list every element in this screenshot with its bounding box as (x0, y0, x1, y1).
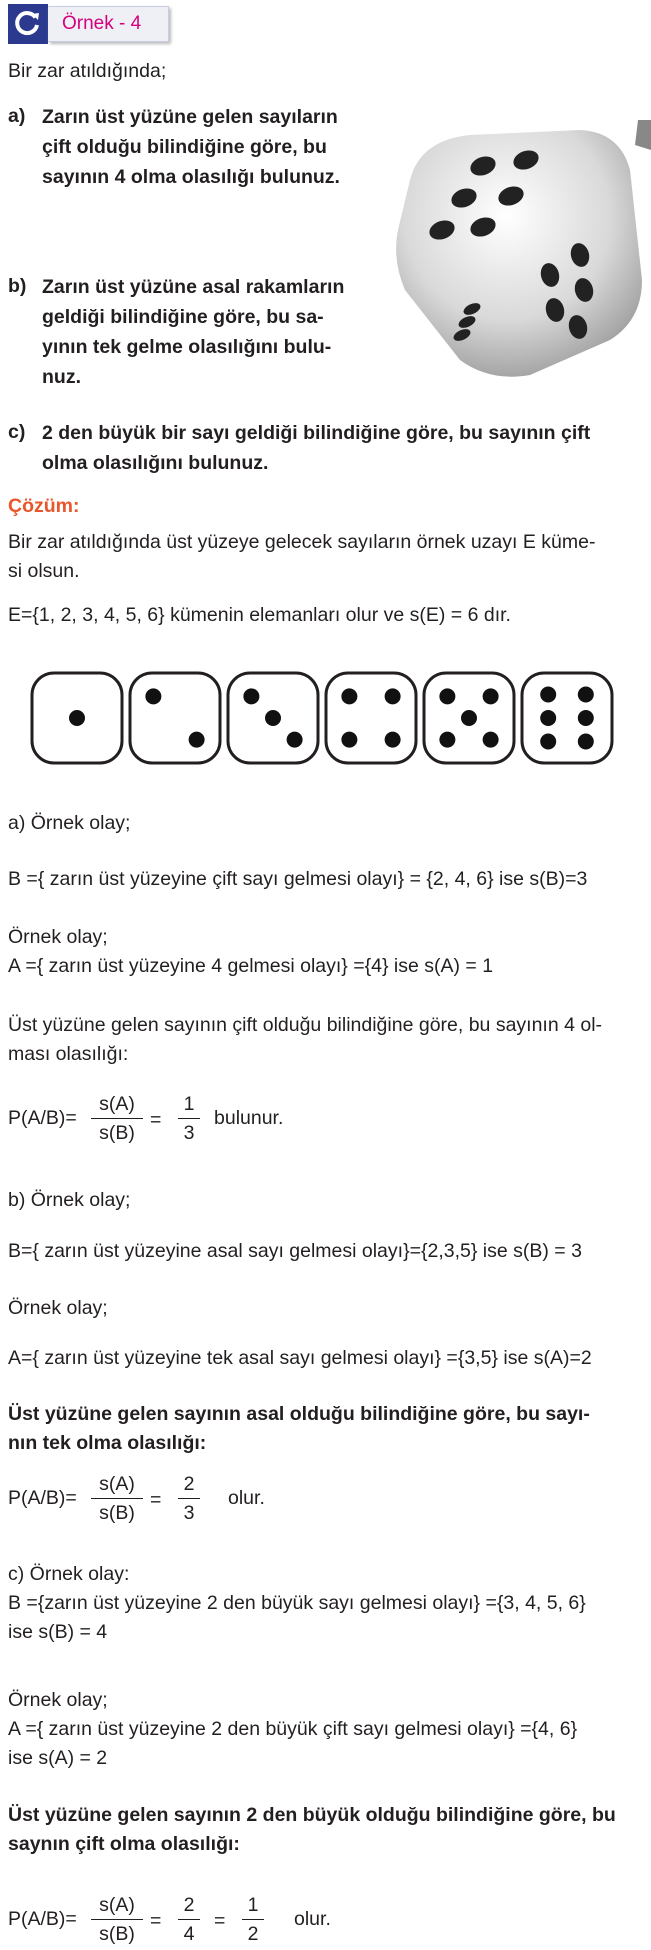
die-pip (578, 710, 594, 726)
part-c-fraction (91, 1893, 143, 1946)
part-b-event-heading: Örnek olay; (8, 1297, 108, 1319)
example-header (8, 4, 170, 44)
part-b-tail: olur. (228, 1487, 265, 1509)
example-label-box (48, 6, 169, 42)
die-pip (540, 734, 556, 750)
question-a (42, 102, 340, 192)
question-b (42, 272, 344, 392)
question-a-line: sayının 4 olma olasılığı bulunuz. (42, 166, 340, 188)
fraction-numerator: s(A) (91, 1893, 143, 1920)
part-a-event-b: B ={ zarın üst yüzeyine çift sayı gelmesi olayı} = {2, 4, 6} ise s(B)=3 (8, 868, 588, 890)
part-a-heading: a) Örnek olay; (8, 812, 131, 834)
die-pip (540, 687, 556, 703)
part-c-result-fraction (178, 1893, 200, 1946)
part-a-event-heading: Örnek olay; (8, 926, 108, 948)
part-c-event-b: B ={zarın üst yüzeyine 2 den büyük sayı gelmesi olayı} ={3, 4, 5, 6} (8, 1592, 586, 1614)
question-c-label: c) (8, 421, 26, 443)
die-pip (69, 710, 85, 726)
fraction-numerator: 2 (178, 1472, 200, 1499)
intro-text: Bir zar atıldığında; (8, 60, 167, 82)
die-face-three (226, 671, 320, 765)
part-c-tail: olur. (294, 1908, 331, 1930)
die-pip (461, 710, 477, 726)
part-b-fraction (91, 1472, 143, 1525)
equals-sign: = (150, 1910, 162, 1932)
question-a-line: Zarın üst yüzüne gelen sayıların (42, 106, 338, 128)
question-b-line: yının tek gelme olasılığını bulu- (42, 336, 332, 358)
part-c-event-b: ise s(B) = 4 (8, 1621, 108, 1643)
die-outline (326, 673, 416, 763)
tool-icon (635, 120, 651, 150)
question-a-label: a) (8, 105, 26, 127)
part-a-text: ması olasılığı: (8, 1043, 129, 1065)
part-a-text: Üst yüzüne gelen sayının çift olduğu bilindiğine göre, bu sayının 4 ol- (8, 1014, 603, 1036)
die-pip (189, 732, 205, 748)
question-a-line: çift olduğu bilindiğine göre, bu (42, 136, 327, 158)
equals-sign: = (214, 1910, 226, 1932)
die-pip (243, 688, 259, 704)
part-a-fraction (91, 1092, 143, 1145)
part-b-heading: b) Örnek olay; (8, 1189, 131, 1211)
die-pip (287, 732, 303, 748)
fraction-numerator: 1 (242, 1893, 264, 1920)
solution-line: Bir zar atıldığında üst yüzeye gelecek sayıların örnek uzayı E küme- (8, 531, 596, 553)
part-c-text: Üst yüzüne gelen sayının 2 den büyük olduğu bilindiğine göre, bu (8, 1804, 616, 1826)
part-b-text: nın tek olma olasılığı: (8, 1432, 207, 1454)
die-outline (130, 673, 220, 763)
part-c-text: saynın çift olma olasılığı: (8, 1833, 240, 1855)
fraction-numerator: s(A) (91, 1092, 143, 1119)
part-b-event-b: B={ zarın üst yüzeyine asal sayı gelmesi olayı}={2,3,5} ise s(B) = 3 (8, 1240, 582, 1262)
fraction-numerator: 2 (178, 1893, 200, 1920)
fraction-denominator: 2 (247, 1923, 259, 1945)
question-b-line: geldiği bilindiğine göre, bu sa- (42, 306, 324, 328)
part-c-heading: c) Örnek olay: (8, 1563, 130, 1585)
part-b-formula-lhs: P(A/B)= (8, 1487, 77, 1509)
part-c-event-a: A ={ zarın üst yüzeyine 2 den büyük çift sayı gelmesi olayı} ={4, 6} (8, 1718, 578, 1740)
die-pip (540, 710, 556, 726)
part-c-formula-lhs: P(A/B)= (8, 1908, 77, 1930)
fraction-denominator: 3 (183, 1502, 195, 1524)
fraction-numerator: s(A) (91, 1472, 143, 1499)
solution-title: Çözüm: (8, 495, 80, 517)
die-pip (145, 688, 161, 704)
question-c-line: olma olasılığını bulunuz. (42, 452, 269, 474)
die-face-four (324, 671, 418, 765)
die-pip (483, 688, 499, 704)
fraction-denominator: s(B) (99, 1923, 135, 1945)
part-b-text: Üst yüzüne gelen sayının asal olduğu bilindiğine göre, bu sayı- (8, 1403, 590, 1425)
fraction-numerator: 1 (178, 1092, 200, 1119)
fraction-denominator: s(B) (99, 1122, 135, 1144)
part-a-tail: bulunur. (214, 1107, 284, 1129)
die-pip (265, 710, 281, 726)
part-a-result-fraction (178, 1092, 200, 1145)
part-c-event-a: ise s(A) = 2 (8, 1747, 108, 1769)
question-c-line: 2 den büyük bir sayı geldiği bilindiğine göre, bu sayının çift (42, 422, 591, 444)
fraction-denominator: s(B) (99, 1502, 135, 1524)
example-icon-box (8, 4, 48, 44)
die-pip (578, 734, 594, 750)
die-illustration (380, 120, 651, 380)
part-b-result-fraction (178, 1472, 200, 1525)
die-pip (483, 732, 499, 748)
die-pip (385, 688, 401, 704)
question-b-line: nuz. (42, 366, 81, 388)
die-pip (341, 732, 357, 748)
part-c-simplified-fraction (242, 1893, 264, 1946)
part-c-event-heading: Örnek olay; (8, 1689, 108, 1711)
fraction-denominator: 3 (183, 1122, 195, 1144)
die-pip (341, 688, 357, 704)
die-pip (439, 732, 455, 748)
question-c (42, 418, 590, 478)
die-outline (522, 673, 612, 763)
equals-sign: = (150, 1109, 162, 1131)
die-face-one (30, 671, 124, 765)
question-b-label: b) (8, 275, 27, 297)
part-a-event-a: A ={ zarın üst yüzeyine 4 gelmesi olayı} ={4} ise s(A) = 1 (8, 955, 494, 977)
equals-sign: = (150, 1489, 162, 1511)
fraction-denominator: 4 (183, 1923, 195, 1945)
example-title: Örnek - 4 (62, 13, 142, 34)
die-face-six (520, 671, 614, 765)
die-pip (578, 687, 594, 703)
question-b-line: Zarın üst yüzüne asal rakamların (42, 276, 345, 298)
die-pip (385, 732, 401, 748)
solution-line: E={1, 2, 3, 4, 5, 6} kümenin elemanları olur ve s(E) = 6 dır. (8, 604, 511, 626)
die-face-five (422, 671, 516, 765)
refresh-circle-icon (8, 4, 48, 44)
part-b-event-a: A={ zarın üst yüzeyine tek asal sayı gelmesi olayı} ={3,5} ise s(A)=2 (8, 1347, 592, 1369)
solution-line: si olsun. (8, 560, 80, 582)
die-pip (439, 688, 455, 704)
die-face-two (128, 671, 222, 765)
part-a-formula-lhs: P(A/B)= (8, 1107, 77, 1129)
